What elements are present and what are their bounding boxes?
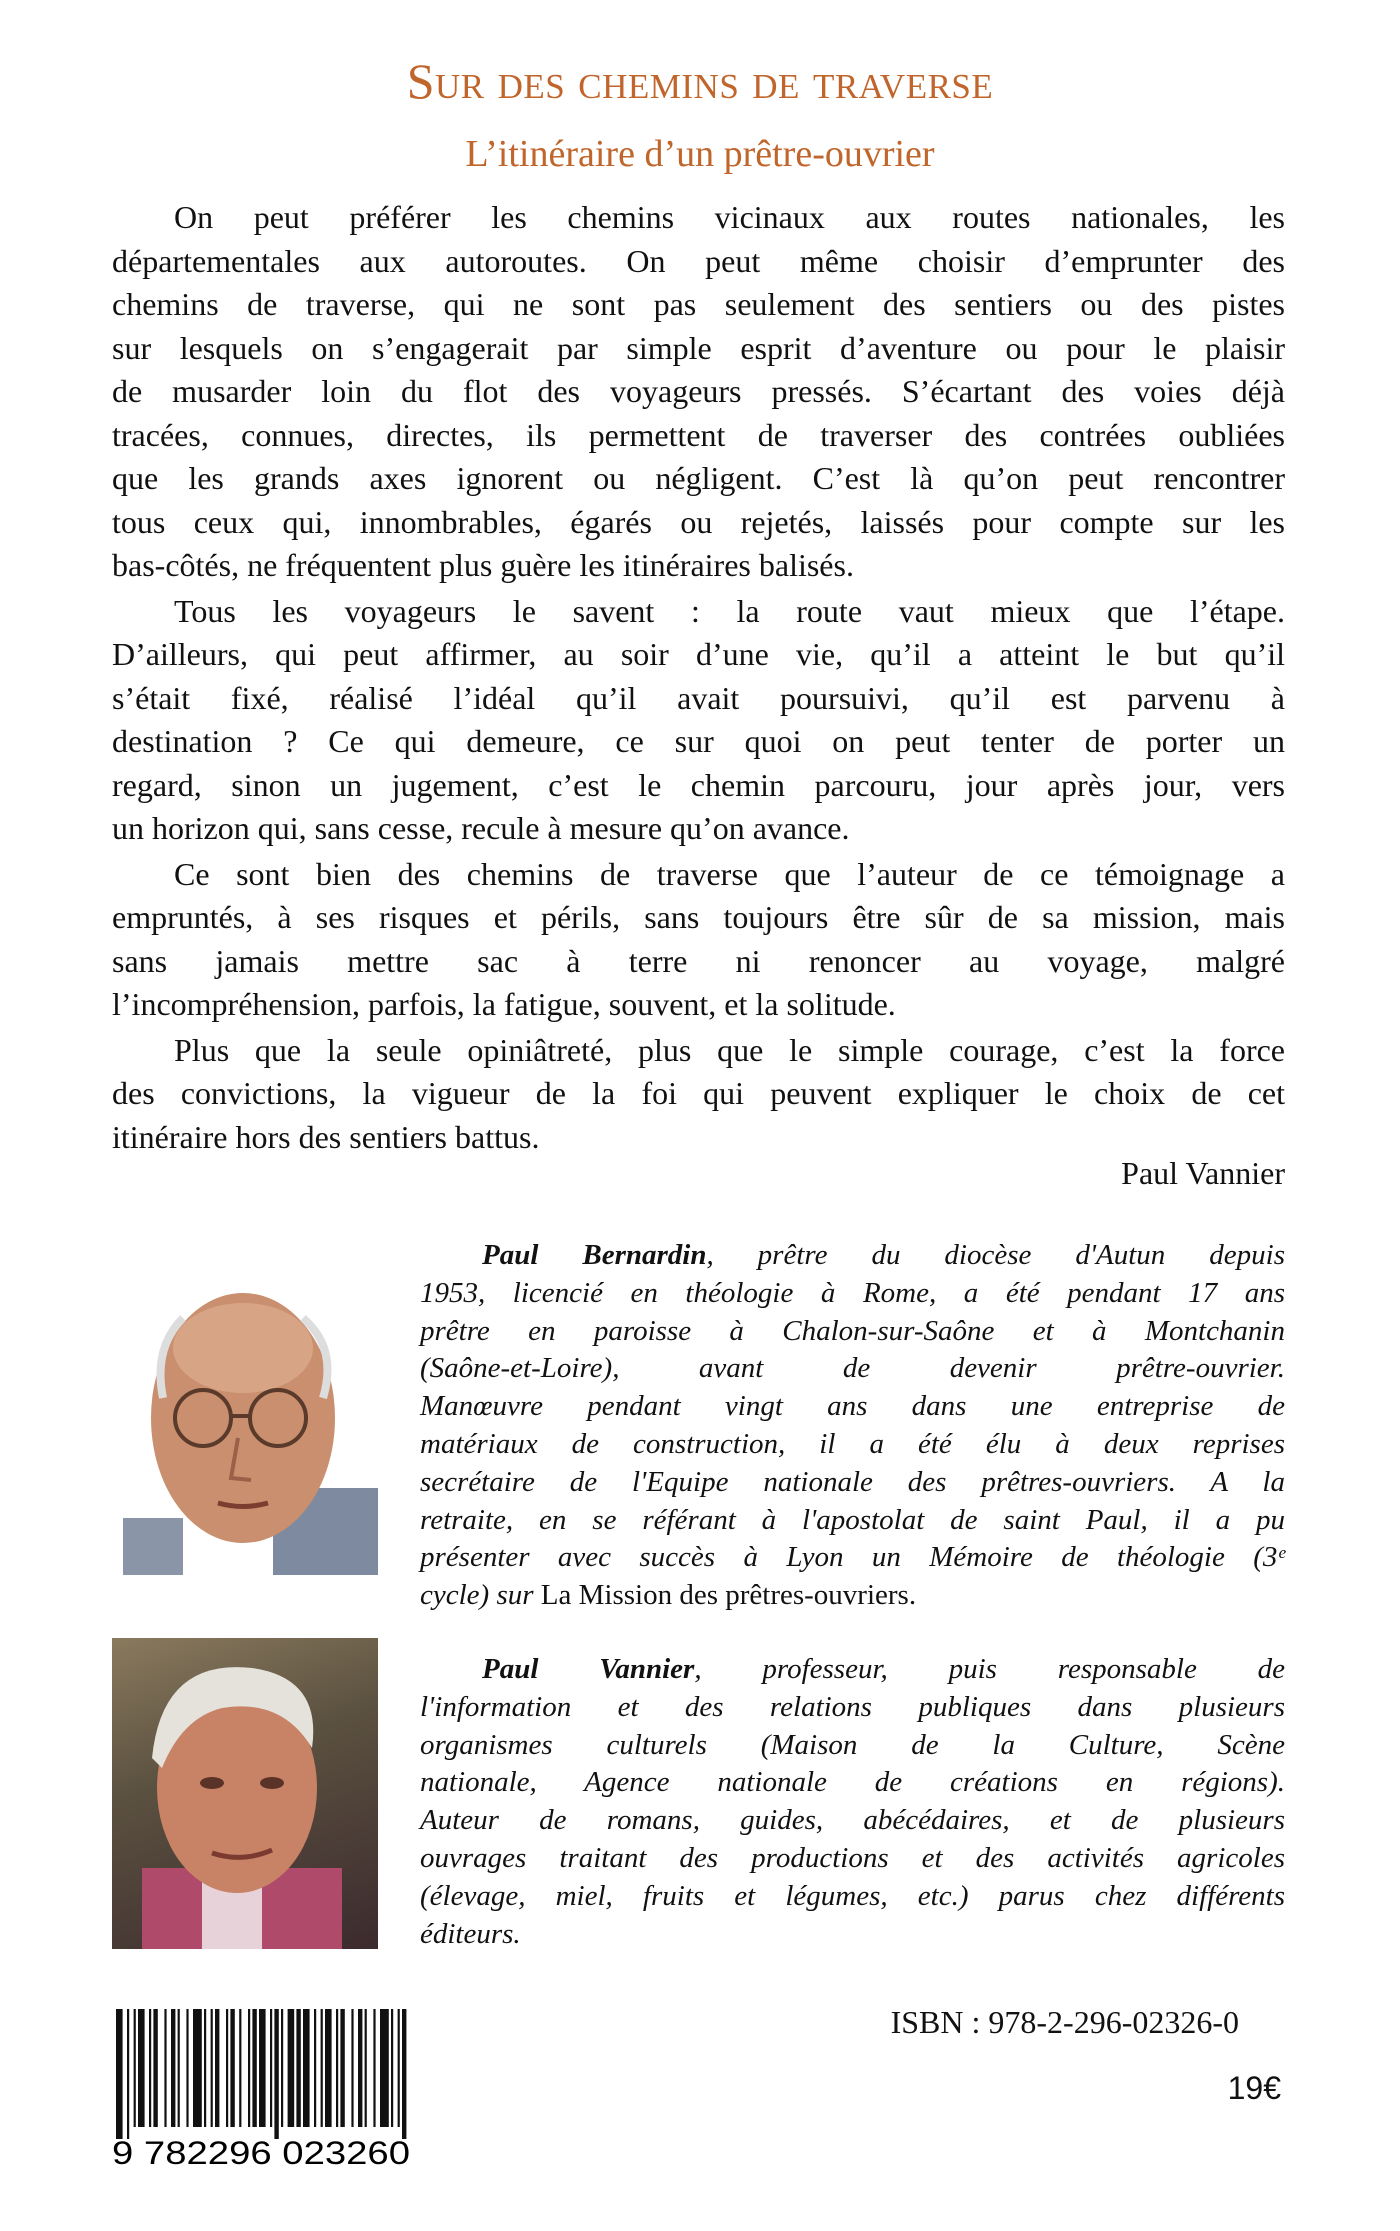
author-name: Paul Bernardin	[482, 1239, 707, 1271]
text-line: bas-côtés, ne fréquentent plus guère les itinéraires balisés.	[112, 547, 854, 583]
barcode-bar	[138, 2009, 145, 2127]
bio-line: l'information et des relations publiques dans plusieurs	[420, 1690, 1285, 1723]
author-bio-paul-vannier	[420, 1651, 1285, 1953]
barcode-bar	[358, 2009, 362, 2127]
barcode-bar	[270, 2009, 272, 2127]
text-line: départementales aux autoroutes. On peut même choisir d’emprunter des	[112, 242, 1285, 279]
author-name: Paul Vannier	[482, 1653, 695, 1685]
barcode-bar	[171, 2009, 175, 2127]
isbn-number: ISBN : 978-2-296-02326-0	[890, 2004, 1239, 2040]
barcode-bar	[314, 2009, 316, 2127]
text-line: un horizon qui, sans cesse, recule à mesure qu’on avance.	[112, 810, 850, 846]
text-line: Plus que la seule opiniâtreté, plus que le simple courage, c’est la force	[174, 1031, 1285, 1068]
barcode-bar	[178, 2009, 180, 2127]
barcode-bar	[274, 2009, 278, 2139]
text-line: Ce sont bien des chemins de traverse que l’auteur de ce témoignage a	[174, 855, 1285, 892]
text-line: regard, sinon un jugement, c’est le chemin parcouru, jour après jour, vers	[112, 766, 1285, 803]
text-line: Tous les voyageurs le savent : la route vaut mieux que l’étape.	[174, 592, 1285, 629]
bio-line: retraite, en se référant à l'apostolat de saint Paul, il a pu	[420, 1503, 1285, 1536]
barcode-bar	[215, 2009, 219, 2127]
book-subtitle: L’itinéraire d’un prêtre-ouvrier	[465, 133, 935, 175]
bio-line: matériaux de construction, il a été élu à deux reprises	[420, 1427, 1285, 1460]
barcode-bar	[230, 2009, 234, 2127]
blurb-paragraph	[112, 1029, 1285, 1160]
text-line: tous ceux qui, innombrables, égarés ou rejetés, laissés pour compte sur les	[112, 503, 1285, 540]
blurb-signature: Paul Vannier	[1121, 1155, 1285, 1191]
barcode-bar	[164, 2009, 166, 2127]
bio-line: ouvrages traitant des productions et des activités agricoles	[420, 1841, 1285, 1874]
price: 19€	[1227, 2070, 1281, 2106]
bio-line: Auteur de romans, guides, abécédaires, et de plusieurs	[420, 1804, 1285, 1837]
barcode-bar	[204, 2009, 206, 2127]
text-line: On peut préférer les chemins vicinaux aux routes nationales, les	[174, 199, 1285, 235]
barcode-bar	[336, 2009, 338, 2127]
barcode-bar	[373, 2009, 375, 2127]
barcode-bar	[211, 2009, 213, 2127]
text-line: D’ailleurs, qui peut affirmer, au soir d’une vie, qu’il a atteint le but qu’il	[112, 636, 1285, 672]
author-photo-paul-bernardin	[123, 1288, 378, 1575]
barcode-bar	[259, 2009, 266, 2127]
bio-line: Manœuvre pendant vingt ans dans une entreprise de	[420, 1390, 1285, 1423]
text-line: l’incompréhension, parfois, la fatigue, souvent, et la solitude.	[112, 986, 896, 1022]
barcode-digits: 9 782296 023260	[112, 2135, 410, 2169]
barcode-bar	[149, 2009, 151, 2127]
text-line: itinéraire hors des sentiers battus.	[112, 1118, 540, 1155]
text-line: des convictions, la vigueur de la foi qui peuvent expliquer le choix de cet	[112, 1075, 1285, 1111]
bio-line: présenter avec succès à Lyon un Mémoire de théologie (3ᵉ	[420, 1541, 1285, 1574]
barcode-bar	[226, 2009, 228, 2127]
text-line: chemins de traverse, qui ne sont pas seulement des sentiers ou des pistes	[112, 286, 1285, 322]
text-line: destination ? Ce qui demeure, ce sur quoi on peut tenter de porter un	[112, 723, 1285, 759]
text-line: tracées, connues, directes, ils permettent de traverser des contrées oubliées	[112, 416, 1285, 453]
text-line: de musarder loin du flot des voyageurs pressés. S’écartant des voies déjà	[112, 373, 1285, 409]
barcode-bar	[296, 2009, 300, 2127]
text-line: sur lesquels on s’engagerait par simple esprit d’aventure ou pour le plaisir	[112, 329, 1285, 366]
barcode-bar	[281, 2009, 283, 2127]
barcode-bar	[153, 2009, 157, 2127]
barcode-bar	[134, 2009, 136, 2127]
barcode-bar	[193, 2009, 202, 2127]
barcode-bar	[248, 2009, 250, 2127]
barcode-bar	[303, 2009, 310, 2127]
bio-line: (Saône-et-Loire), avant de devenir prêtre-ouvrier.	[420, 1352, 1285, 1385]
book-title-reference: La Mission des prêtres-ouvriers.	[540, 1579, 917, 1612]
bio-line: (élevage, miel, fruits et légumes, etc.) parus chez différents	[420, 1879, 1285, 1912]
author-photo-paul-vannier	[112, 1638, 378, 1949]
barcode-bar	[398, 2009, 400, 2127]
bio-line: nationale, Agence nationale de créations en régions).	[420, 1766, 1285, 1799]
barcode-bar	[321, 2009, 323, 2127]
barcode-bar	[351, 2009, 353, 2127]
author-bio-paul-bernardin	[420, 1237, 1285, 1615]
bio-line: 1953, licencié en théologie à Rome, a été pendant 17 ans	[420, 1276, 1285, 1309]
barcode-bar	[116, 2009, 123, 2139]
blurb-text	[112, 196, 1285, 1159]
text-line: empruntés, à ses risques et périls, sans toujours être sûr de sa mission, mais	[112, 899, 1285, 935]
blurb-paragraph	[112, 590, 1285, 851]
bio-text: , prêtre du diocèse d'Autun depuis	[706, 1239, 1285, 1271]
bio-line: secrétaire de l'Equipe nationale des prêtres-ouvriers. A la	[420, 1465, 1285, 1498]
barcode-bar	[325, 2009, 332, 2127]
blurb-paragraph	[112, 196, 1285, 588]
text-line: sans jamais mettre sac à terre ni renoncer au voyage, malgré	[112, 942, 1285, 979]
barcode-bar	[365, 2009, 367, 2127]
barcode-bar	[127, 2009, 129, 2139]
blurb-paragraph	[112, 853, 1285, 1027]
bio-text: cycle) sur	[420, 1579, 541, 1612]
bio-line: prêtre en paroisse à Chalon-sur-Saône et à Montchanin	[420, 1314, 1285, 1347]
barcode-bar	[239, 2009, 241, 2127]
barcode-bar	[391, 2009, 393, 2127]
barcode-bar	[340, 2009, 344, 2127]
isbn-barcode	[112, 2009, 412, 2169]
barcode-bar	[402, 2009, 406, 2139]
barcode-bar	[252, 2009, 256, 2127]
bio-line: organismes culturels (Maison de la Culture, Scène	[420, 1728, 1285, 1761]
bio-text: , professeur, puis responsable de	[694, 1653, 1285, 1685]
text-line: que les grands axes ignorent ou négligent. C’est là qu’on peut rencontrer	[112, 460, 1285, 496]
barcode-bar	[380, 2009, 389, 2127]
barcode-bar	[288, 2009, 295, 2127]
barcode-bar	[186, 2009, 188, 2127]
bio-line: éditeurs.	[420, 1917, 521, 1950]
text-line: s’était fixé, réalisé l’idéal qu’il avait poursuivi, qu’il est parvenu à	[112, 679, 1285, 716]
book-title: Sur des chemins de traverse	[406, 53, 994, 109]
